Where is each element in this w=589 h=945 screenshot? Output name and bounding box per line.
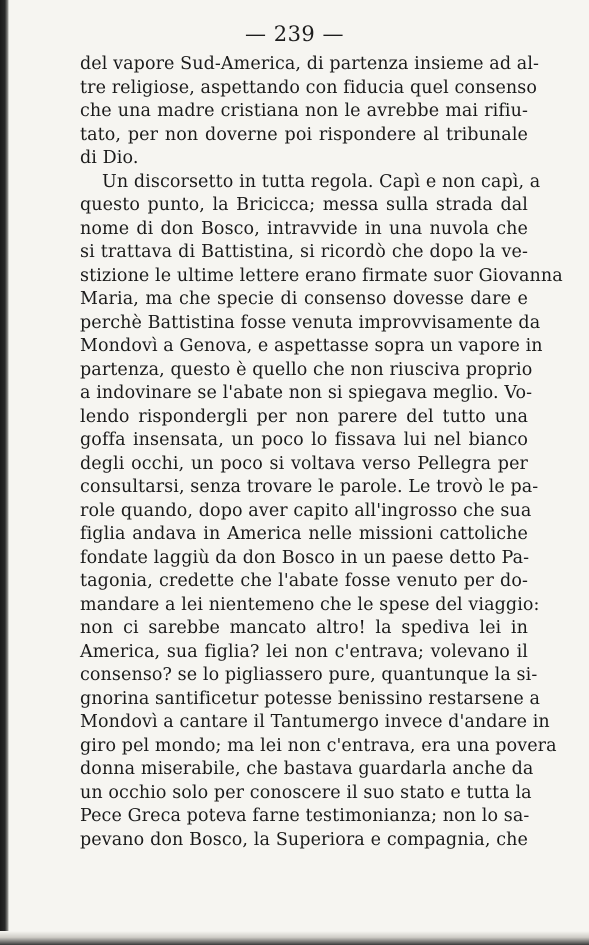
text-line: non ci sarebbe mancato altro! la spediva lei in	[80, 618, 528, 638]
text-line: un occhio solo per conoscere il suo stato e tutta la	[80, 782, 532, 803]
text-line: Maria, ma che specie di consenso dovesse dare e	[80, 289, 528, 309]
body-text	[80, 53, 563, 852]
text-line: goffa insensata, un poco lo fissava lui nel bianco	[80, 430, 528, 450]
text-line: questo punto, la Bricicca; messa sulla strada dal	[80, 195, 528, 215]
text-line: donna miserabile, che bastava guardarla anche da	[80, 759, 534, 779]
page-number: — 239 —	[245, 22, 344, 46]
text-line: a indovinare se l'abate non si spiegava meglio. Vo-	[80, 383, 533, 403]
text-line: gnorina santificetur potesse benissino restarsene a	[80, 688, 540, 709]
text-line: partenza, questo è quello che non riusciva proprio	[80, 359, 533, 380]
text-line: consultarsi, senza trovare le parole. Le trovò le pa-	[80, 477, 539, 497]
text-line: Mondovì a cantare il Tantumergo invece d'andare in	[80, 712, 550, 732]
text-line: pevano don Bosco, la Superiora e compagnia, che	[80, 829, 528, 850]
text-line: nome di don Bosco, intravvide in una nuvola che	[80, 218, 528, 239]
text-line: fondate laggiù da don Bosco in un paese detto Pa-	[80, 547, 530, 568]
text-line: role quando, dopo aver capito all'ingrosso che sua	[80, 500, 532, 521]
text-line: Un discorsetto in tutta regola. Capì e non capì, a	[102, 171, 541, 192]
page-binding-shadow	[0, 0, 9, 945]
text-line: tre religiose, aspettando con fiducia quel consenso	[80, 77, 538, 98]
text-line: Mondovì a Genova, e aspettasse sopra un vapore in	[80, 336, 543, 356]
text-line: Pece Greca poteva farne testimonianza; non lo sa-	[80, 806, 530, 826]
text-line: stizione le ultime lettere erano firmate suor Giovanna	[80, 265, 563, 286]
text-line: figlia andava in America nelle missioni cattoliche	[80, 524, 528, 544]
text-line: di Dio.	[80, 148, 139, 168]
text-line: mandare a lei nientemeno che le spese del viaggio:	[80, 594, 540, 615]
text-line: tagonia, credette che l'abate fosse venuto per do-	[80, 571, 528, 591]
text-line: degli occhi, un poco si voltava verso Pellegra per	[80, 453, 528, 474]
text-line: perchè Battistina fosse venuta improvvisamente da	[80, 312, 541, 333]
text-line: lendo rispondergli per non parere del tutto una	[80, 406, 528, 427]
text-line: tato, per non doverne poi rispondere al tribunale	[80, 124, 528, 145]
page-bottom-edge	[0, 931, 589, 945]
text-line: del vapore Sud-America, di partenza insieme ad al-	[80, 54, 540, 74]
text-line: si trattava di Battistina, si ricordò che dopo la ve-	[80, 242, 528, 262]
text-line: giro pel mondo; ma lei non c'entrava, era una povera	[80, 735, 557, 756]
text-line: America, sua figlia? lei non c'entrava; volevano il	[80, 641, 528, 662]
text-line: consenso? se lo pigliassero pure, quantunque la si-	[80, 665, 538, 685]
text-line: che una madre cristiana non le avrebbe mai rifiu-	[80, 101, 528, 121]
